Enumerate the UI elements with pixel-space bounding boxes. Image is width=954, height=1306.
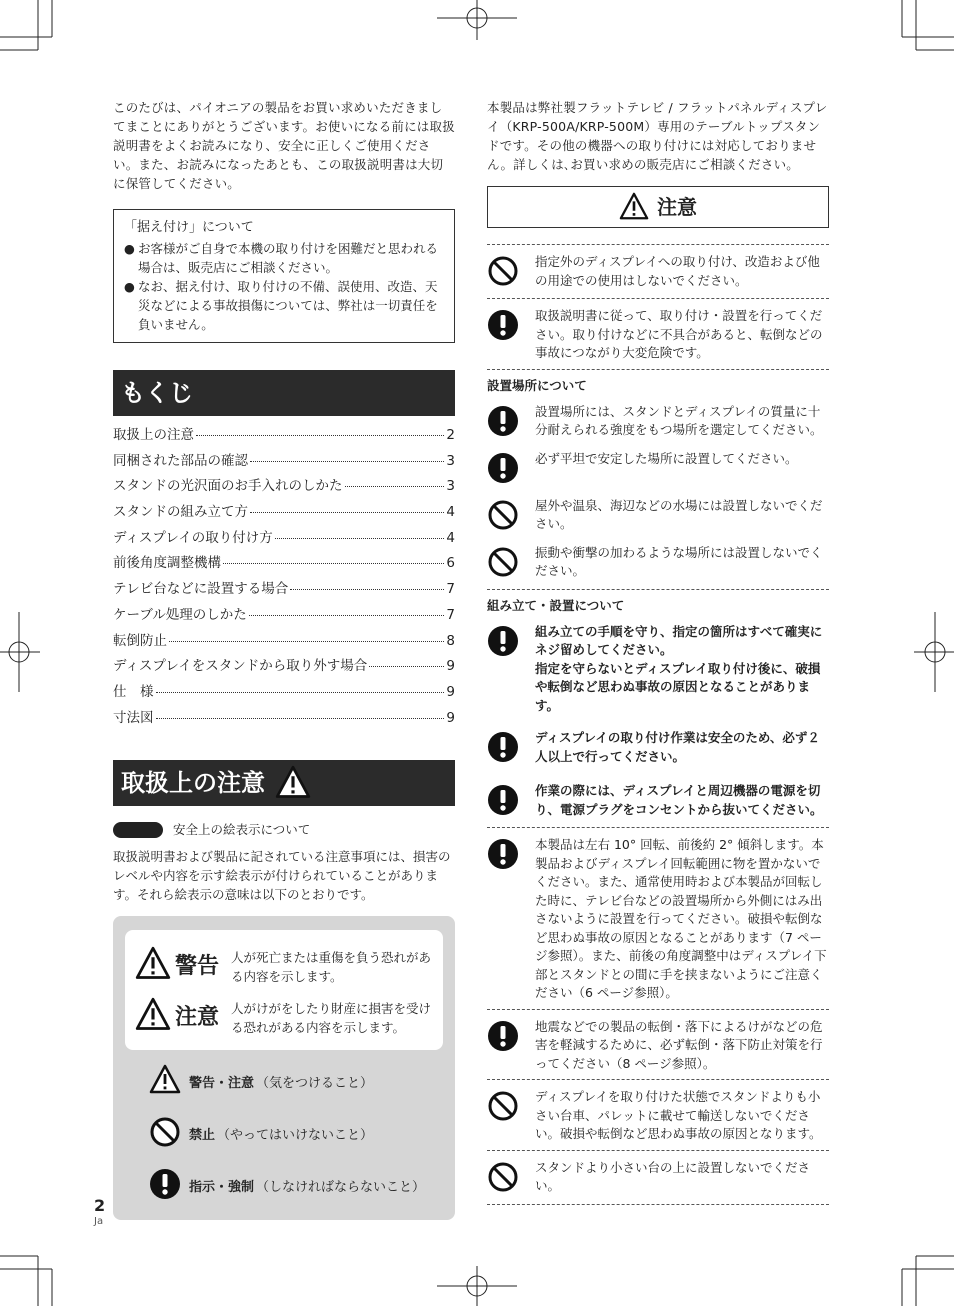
mandatory-icon xyxy=(487,731,519,763)
mandatory-icon xyxy=(149,1168,181,1200)
caution-item: 必ず平坦で安定した場所に設置してください。 xyxy=(487,448,829,495)
care-text: 取扱説明書および製品に記されている注意事項には、損害のレベルや内容を示す絵表示が付けられていることがあります。それら絵表示の意味は以下のとおりです。 xyxy=(113,849,451,903)
caution-item: 指定外のディスプレイへの取り付け、改造および他の用途での使用はしないでください。 xyxy=(487,245,829,298)
page-language: Ja xyxy=(94,1216,104,1227)
install-bullet: ● なお、据え付け、取り付けの不備、誤使用、改造、天災などによる事故損傷については、弊社は一切責任を負いません。 xyxy=(124,279,438,332)
key-prohibit: 禁止 （やってはいけないこと） xyxy=(149,1116,443,1154)
pictogram-badge xyxy=(113,822,163,838)
warning-icon xyxy=(275,765,311,801)
caution-item: 本製品は左右 10° 回転、前後約 2° 傾斜します。本製品およびディスプレイ回転範囲に物を置かないでください。また、通常使用時および本製品が回転した時に、テレビ台などの設置場所から外側にはみ出さないように設置を行ってください。破損や転倒など思わぬ事故の原因となることがあります（7 ページ参照）。また、前後の角度調整中はディスプレイ下部とスタンドとの間に手を挟まないようにご注意ください（6 ページ参照）。 xyxy=(487,828,829,1009)
warning-icon xyxy=(135,946,171,982)
caution-item: 屋外や温泉、海辺などの水場には設置しないでください。 xyxy=(487,495,829,542)
mandatory-icon xyxy=(487,1020,519,1052)
caution-item: 組み立ての手順を守り、指定の箇所はすべて確実にネジ留めしてください。 指定を守らないとディスプレイ取り付け後に、破損や転倒など思わぬ事故の原因となることがあります。 xyxy=(487,615,829,722)
toc-item[interactable]: 前後角度調整機構 6 xyxy=(113,555,455,572)
bullet-icon: ● xyxy=(124,279,135,294)
mandatory-icon xyxy=(487,452,519,484)
toc-item[interactable]: ディスプレイをスタンドから取り外す場合 9 xyxy=(113,658,455,675)
toc-item[interactable]: スタンドの光沢面のお手入れのしかた 3 xyxy=(113,478,455,495)
prohibit-icon xyxy=(487,499,519,531)
left-column xyxy=(113,98,455,1220)
warning-icon xyxy=(149,1064,181,1096)
key-warning: 警告・注意 （気をつけること） xyxy=(149,1064,443,1102)
toc-item[interactable]: 仕 様 9 xyxy=(113,683,455,700)
assembly-title: 組み立て・設置について xyxy=(487,597,625,613)
pictogram-legend xyxy=(113,916,455,1220)
toc-item[interactable]: 寸法図 9 xyxy=(113,709,455,726)
level-warning: 警告 人が死亡または重傷を負う恐れがある内容を示します。 xyxy=(135,946,433,987)
key-mandatory: 指示・強制 （しなければならないこと） xyxy=(149,1168,443,1206)
divider xyxy=(487,589,829,590)
install-bullet: ● お客様がご自身で本機の取り付けを困難だと思われる場合は、販売店にご相談ください。 xyxy=(124,241,439,275)
divider xyxy=(487,1204,829,1205)
level-caution: 注意 人がけがをしたり財産に損害を受ける恐れがある内容を示します。 xyxy=(135,997,433,1038)
toc-item[interactable]: テレビ台などに設置する場合 7 xyxy=(113,581,455,598)
caution-item: 作業の際には、ディスプレイと周辺機器の電源を切り、電源プラグをコンセントから抜いてください。 xyxy=(487,774,829,827)
caution-heading-box: 注意 xyxy=(487,186,829,228)
divider xyxy=(487,369,829,370)
caution-item: 地震などでの製品の転倒・落下によるけがなどの危害を軽減するために、必ず転倒・落下防止対策を行ってください（8 ページ参照）。 xyxy=(487,1010,829,1080)
toc-heading: もくじ xyxy=(113,370,455,416)
warning-icon xyxy=(619,192,649,222)
toc-item[interactable]: ディスプレイの取り付け方 4 xyxy=(113,529,455,546)
install-notice-box xyxy=(113,209,455,343)
prohibit-icon xyxy=(487,1161,519,1193)
intro-right: 本製品は弊社製フラットテレビ / フラットパネルディスプレイ（KRP-500A/KRP-500M）専用のテーブルトップスタンドです。その他の機器への取り付けには対応しておりません。詳しくは､お買い求めの販売店にご相談ください。 xyxy=(487,100,828,172)
caution-item: 振動や衝撃の加わるような場所には設置しないでください。 xyxy=(487,542,829,589)
prohibit-icon xyxy=(149,1116,181,1148)
prohibit-icon xyxy=(487,255,519,287)
prohibit-icon xyxy=(487,1090,519,1122)
location-title: 設置場所について xyxy=(487,377,587,393)
mandatory-icon xyxy=(487,405,519,437)
mandatory-icon xyxy=(487,784,519,816)
prohibit-icon xyxy=(487,546,519,578)
toc-item[interactable]: 転倒防止 8 xyxy=(113,632,455,649)
warning-icon xyxy=(135,997,171,1033)
pictogram-label-row: 安全上の絵表示について xyxy=(113,820,455,839)
toc-list xyxy=(113,426,455,734)
caution-item: ディスプレイの取り付け作業は安全のため、必ず２人以上で行ってください。 xyxy=(487,721,829,774)
install-title: 「据え付け」について xyxy=(124,220,254,235)
mandatory-icon xyxy=(487,625,519,657)
intro-paragraph: このたびは、パイオニアの製品をお買い求めいただきましてまことにありがとうございます。お使いになる前には取扱説明書をよくお読みになり、安全に正しくご使用ください。また、お読みになったあとも、この取扱説明書は大切に保管してください。 xyxy=(113,100,455,191)
toc-item[interactable]: ケーブル処理のしかた 7 xyxy=(113,606,455,623)
level-legend xyxy=(125,930,443,1050)
toc-item[interactable]: 取扱上の注意 2 xyxy=(113,427,455,443)
right-column xyxy=(487,98,829,1205)
toc-item[interactable]: 同梱された部品の確認 3 xyxy=(113,452,455,469)
care-heading: 取扱上の注意 xyxy=(113,760,455,806)
caution-item: 取扱説明書に従って、取り付け・設置を行ってください。取り付けなどに不具合があると、転倒などの事故につながり大変危険です。 xyxy=(487,299,829,369)
bullet-icon: ● xyxy=(124,241,135,256)
caution-item: スタンドより小さい台の上に設置しないでください。 xyxy=(487,1151,829,1204)
caution-item: ディスプレイを取り付けた状態でスタンドよりも小さい台車、パレットに載せて輸送しないでください。破損や転倒など思わぬ事故の原因となります。 xyxy=(487,1080,829,1150)
mandatory-icon xyxy=(487,838,519,870)
toc-item[interactable]: スタンドの組み立て方 4 xyxy=(113,504,455,521)
caution-item: 設置場所には、スタンドとディスプレイの質量に十分耐えられる強度をもつ場所を選定してください。 xyxy=(487,395,829,448)
mandatory-icon xyxy=(487,309,519,341)
page-number: 2 xyxy=(94,1196,106,1215)
